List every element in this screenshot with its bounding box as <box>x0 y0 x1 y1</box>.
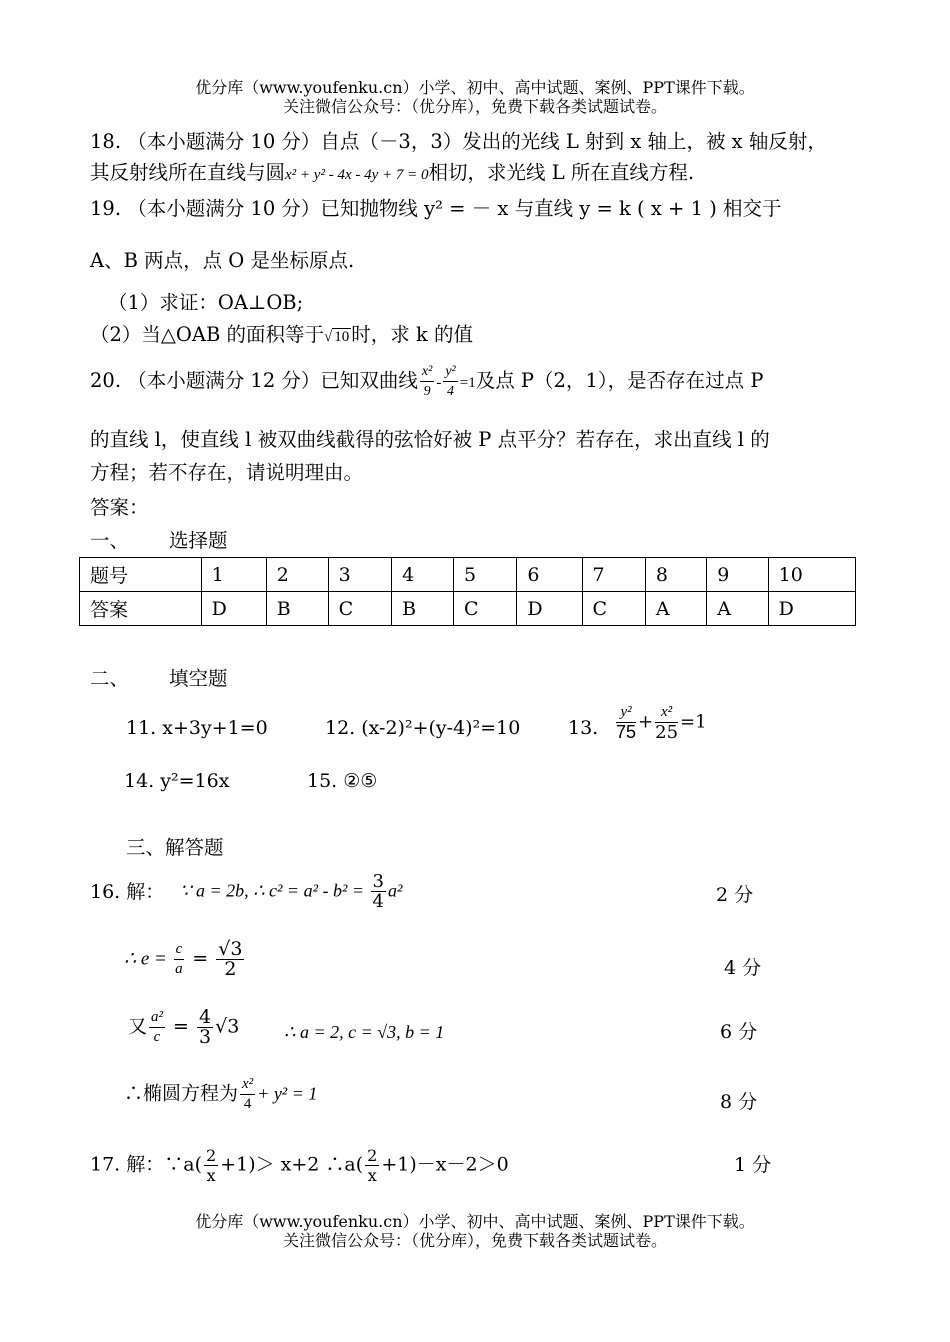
table-cell: 1 <box>201 558 266 592</box>
q20-line-2: 的直线 l，使直线 l 被双曲线截得的弦恰好被 P 点平分？若存在，求出直线 l 的 <box>90 428 770 451</box>
q16-step-4: ∴椭圆方程为 $\frac{\text{x²}}{4}$ + y² = 1 <box>124 1076 318 1112</box>
section-2-heading: 二、 填空题 <box>90 667 228 690</box>
answer-13-equation: $\frac{\text{y²}}{75}$ + $\frac{\text{x²}}{25}$ =1 <box>616 704 707 743</box>
table-cell: B <box>266 592 328 626</box>
circle-equation: x² + y² - 4x - 4y + 7 = 0 <box>285 167 429 183</box>
fraction-x2-9: $\frac{\text{x²}}{9}$ <box>421 364 433 399</box>
answers-title: 答案： <box>90 496 149 519</box>
table-row-numbers <box>80 558 856 592</box>
table-cell: A <box>645 592 706 626</box>
section-3-heading: 三、解答题 <box>126 836 224 859</box>
q18-text-b: 相切，求光线 L 所在直线方程. <box>428 161 695 184</box>
q20-text-a: 20. （本小题满分 12 分）已知双曲线 <box>90 369 418 392</box>
q16-step-3b: ∴ a = 2, c = √3, b = 1 <box>284 1022 445 1042</box>
fraction-y2-4: $\frac{\text{y²}}{4}$ <box>445 364 456 399</box>
table-cell: C <box>328 592 391 626</box>
table-cell: 3 <box>328 558 391 592</box>
q19-part-2: （2）当△OAB 的面积等于√ 10 时，求 k 的值 <box>90 323 473 346</box>
q18-line-1: 18. （本小题满分 10 分）自点（－3，3）发出的光线 L 射到 x 轴上，被 x 轴反射， <box>90 130 827 153</box>
table-cell: A <box>707 592 768 626</box>
answer-11: 11. x+3y+1=0 <box>126 717 268 739</box>
answer-12: 12. (x-2)²+(y-4)²=10 <box>325 717 521 739</box>
sqrt-10: 10 <box>334 329 350 345</box>
answer-13-label: 13. <box>568 717 599 739</box>
table-cell: D <box>768 592 855 626</box>
table-cell: C <box>582 592 645 626</box>
table-cell: D <box>517 592 582 626</box>
score-1: 1 分 <box>734 1154 772 1176</box>
q18-line-2 <box>90 161 694 187</box>
q16-step-3: 又 $\frac{\text{a²}}{c}$ = $\frac{4}{3}$ √3 <box>128 1006 240 1048</box>
table-cell: D <box>201 592 266 626</box>
table-cell: 题号 <box>80 558 202 592</box>
table-cell: C <box>454 592 517 626</box>
q19-part-1: （1）求证：OA⊥OB; <box>108 291 304 314</box>
header-line-2: 关注微信公众号：（优分库），免费下载各类试题试卷。 <box>282 97 667 116</box>
q16-step-2: ∴ e = $\frac{c}{a}$ = $\frac{√3}{2}$ <box>124 938 243 980</box>
score-8: 8 分 <box>720 1091 758 1113</box>
q18-text-a: 其反射线所在直线与圆 <box>90 161 286 184</box>
q20-line-1: 20. （本小题满分 12 分）已知双曲线 $\frac{\text{x²}}{9}$ - $\frac{\text{y²}}{4}$ =1及点 P（2，1），是否存在过点 P <box>90 364 764 399</box>
q20-line-3: 方程；若不存在，请说明理由。 <box>90 461 364 484</box>
table-cell: 9 <box>707 558 768 592</box>
table-cell: 2 <box>266 558 328 592</box>
table-cell: 5 <box>454 558 517 592</box>
table-row-answers <box>80 592 856 626</box>
footer-line-1: 优分库（www.youfenku.cn）小学、初中、高中试题、案例、PPT课件下载。 <box>195 1212 755 1231</box>
table-cell: 4 <box>392 558 454 592</box>
table-cell: 6 <box>517 558 582 592</box>
table-cell: 8 <box>645 558 706 592</box>
q19-part2-text-b: 时，求 k 的值 <box>351 323 473 346</box>
table-cell: B <box>392 592 454 626</box>
q16-step-1: ∵ a = 2b, ∴ c² = a² - b² = $\frac{3}{4}$ a² <box>180 871 403 912</box>
answer-15: 15. ②⑤ <box>307 770 378 792</box>
q17-line: 17. 解：∵a( $\frac{2}{x}$ +1)＞ x+2 ∴a( $\frac{2}{x}$ +1)－x－2＞0 <box>90 1146 509 1185</box>
q19-line-2: A、B 两点，点 O 是坐标原点. <box>90 249 355 272</box>
score-2: 2 分 <box>716 884 754 906</box>
score-6: 6 分 <box>720 1021 758 1043</box>
answer-14: 14. y²=16x <box>124 770 230 792</box>
q20-text-b: 及点 P（2，1），是否存在过点 P <box>475 369 764 392</box>
table-cell: 答案 <box>80 592 202 626</box>
footer-line-2: 关注微信公众号：（优分库），免费下载各类试题试卷。 <box>282 1231 667 1250</box>
choice-answer-table <box>79 557 856 626</box>
section-1-heading: 一、 选择题 <box>90 529 228 552</box>
table-cell: 7 <box>582 558 645 592</box>
table-cell: 10 <box>768 558 855 592</box>
score-4: 4 分 <box>724 957 762 979</box>
header-line-1: 优分库（www.youfenku.cn）小学、初中、高中试题、案例、PPT课件下载。 <box>195 78 755 97</box>
q19-line-1: 19. （本小题满分 10 分）已知抛物线 y² = － x 与直线 y = k ( x + 1 ) 相交于 <box>90 197 782 220</box>
q19-part2-text-a: （2）当△OAB 的面积等于 <box>90 323 325 346</box>
q16-label: 16. 解： <box>90 881 165 903</box>
